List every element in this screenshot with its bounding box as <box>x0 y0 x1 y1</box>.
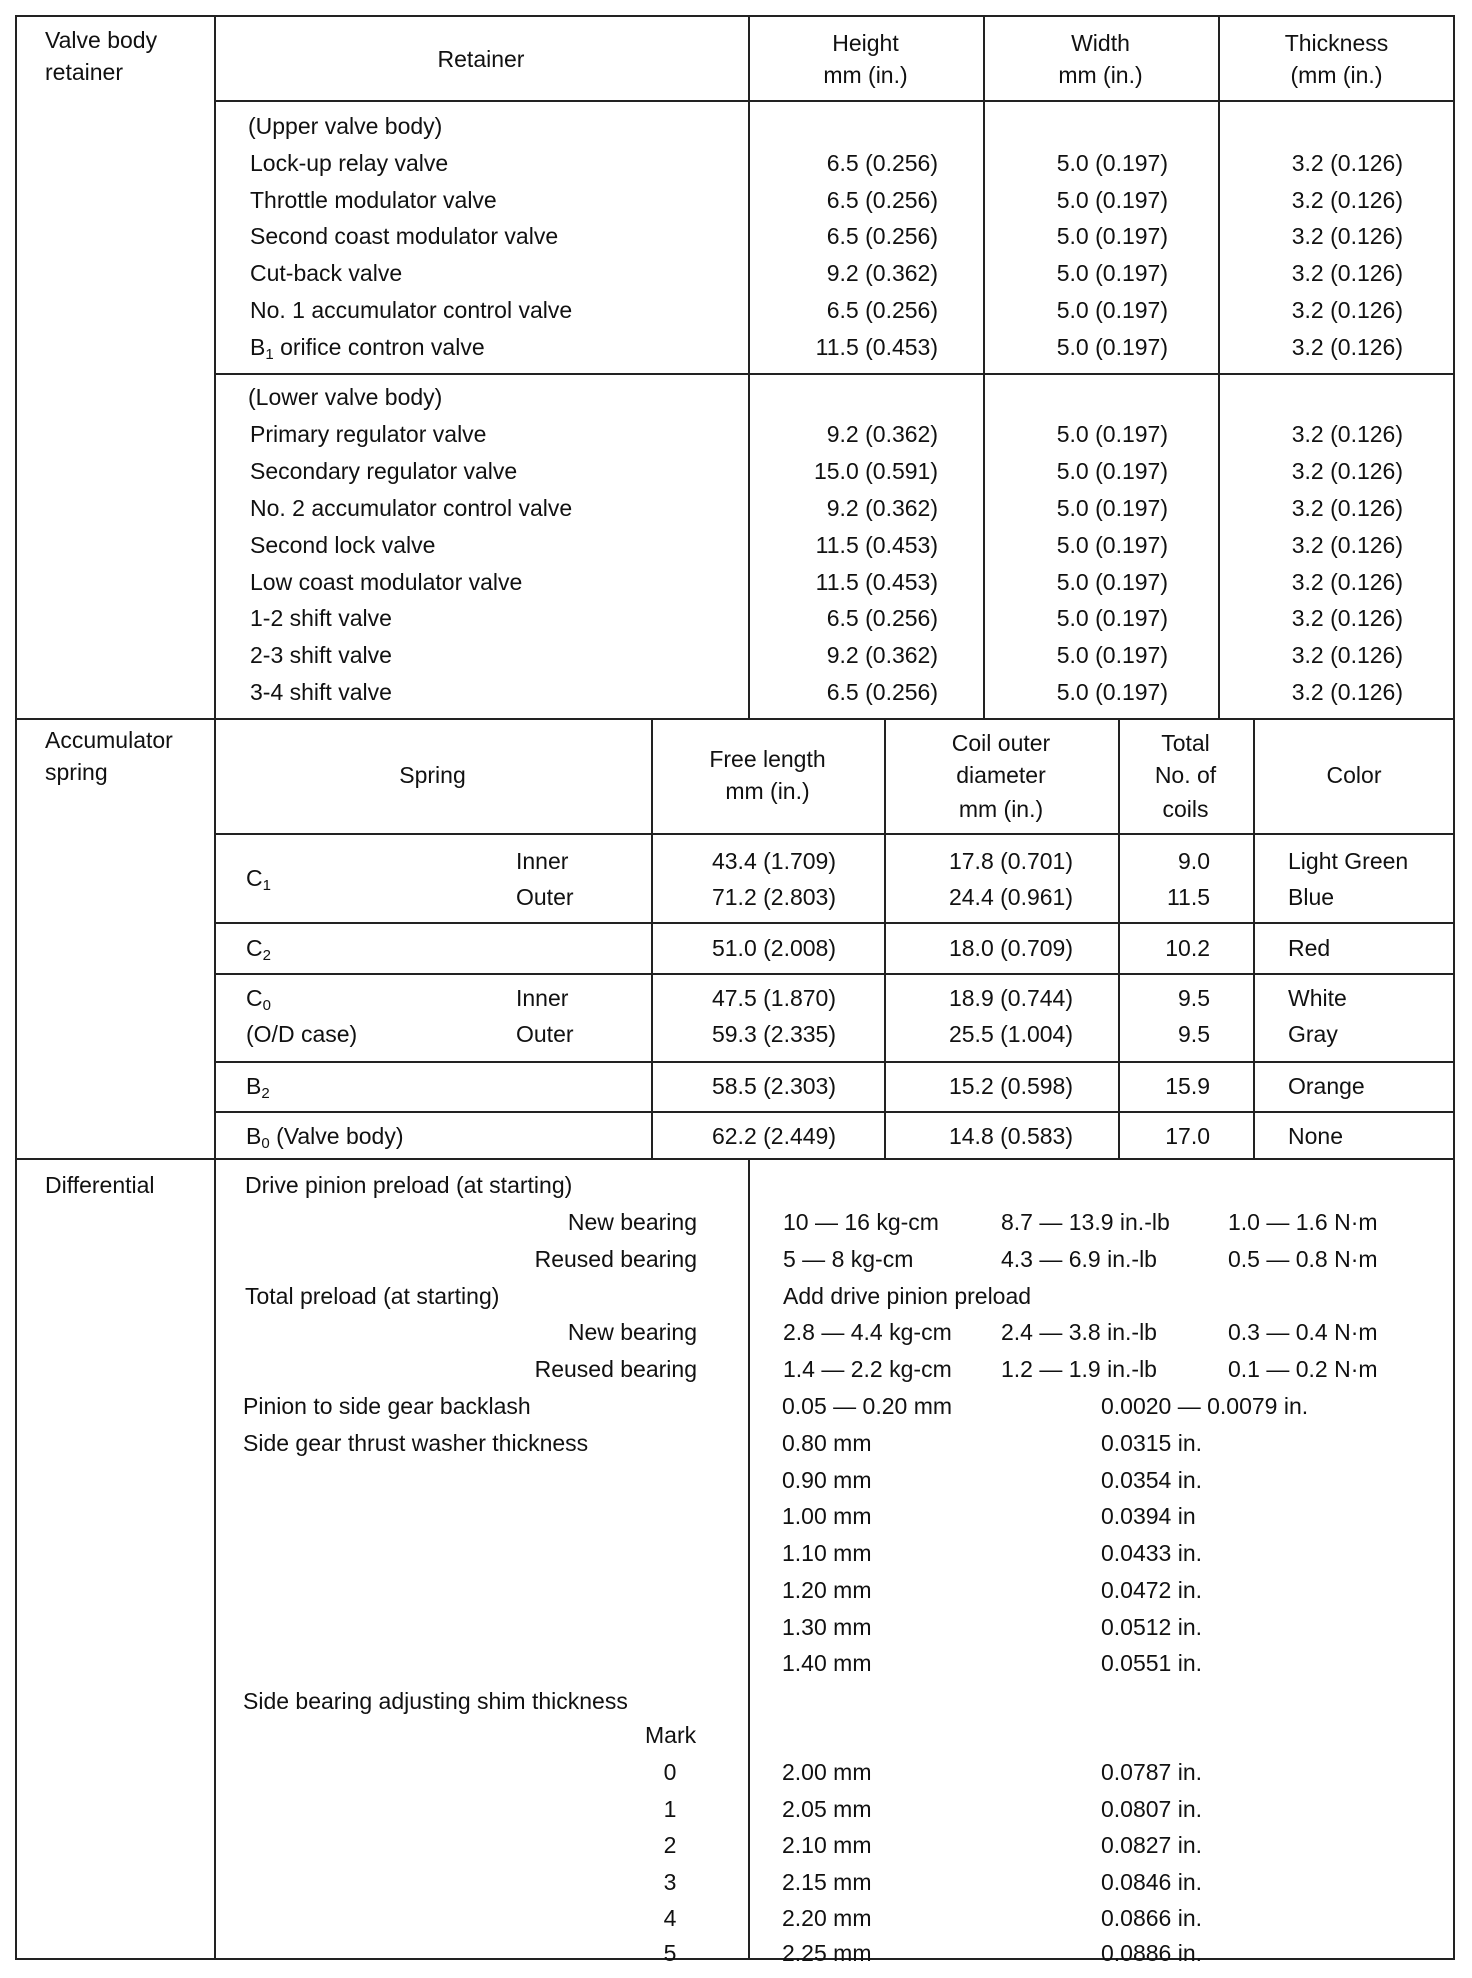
header-width-unit: mm (in.) <box>1058 62 1143 88</box>
retainer-thickness: 3.2 (0.126) <box>1291 458 1403 484</box>
retainer-height: 6.5 (0.256) <box>826 187 938 213</box>
section-label-valve-body: Valve body <box>45 27 158 53</box>
header-width: Width <box>1071 30 1130 56</box>
spring-free-length: 71.2 (2.803) <box>711 884 836 910</box>
preload-nm: 0.3 — 0.4 N·m <box>1228 1319 1378 1345</box>
preload-kgcm: 2.8 — 4.4 kg-cm <box>783 1319 952 1345</box>
retainer-width: 5.0 (0.197) <box>1056 334 1168 360</box>
preload-kgcm: 10 — 16 kg-cm <box>783 1209 939 1235</box>
header-no-of: No. of <box>1154 762 1217 788</box>
washer-thickness-mm: 1.10 mm <box>782 1540 872 1566</box>
preload-inlb: 4.3 — 6.9 in.-lb <box>1001 1246 1157 1272</box>
retainer-height: 9.2 (0.362) <box>826 260 938 286</box>
washer-thickness-mm: 0.90 mm <box>782 1467 872 1493</box>
spring-color: Red <box>1288 935 1331 961</box>
retainer-thickness: 3.2 (0.126) <box>1291 187 1403 213</box>
retainer-name: Low coast modulator valve <box>250 569 523 595</box>
shim-mark: 3 <box>663 1869 677 1895</box>
shim-mark: 1 <box>663 1796 677 1822</box>
shim-mark-header: Mark <box>645 1722 697 1748</box>
retainer-height: 15.0 (0.591) <box>813 458 938 484</box>
retainer-height: 6.5 (0.256) <box>826 297 938 323</box>
preload-kgcm: 1.4 — 2.2 kg-cm <box>783 1356 952 1382</box>
bearing-type: Reused bearing <box>534 1356 697 1382</box>
spring-free-length: 51.0 (2.008) <box>711 935 836 961</box>
header-free-length-unit: mm (in.) <box>725 778 810 804</box>
retainer-thickness: 3.2 (0.126) <box>1291 569 1403 595</box>
washer-thickness-in: 0.0394 in <box>1101 1503 1196 1529</box>
preload-kgcm: 5 — 8 kg-cm <box>783 1246 914 1272</box>
retainer-height: 11.5 (0.453) <box>815 532 938 558</box>
header-rule <box>214 100 1455 102</box>
backlash-label: Pinion to side gear backlash <box>243 1393 531 1419</box>
spring-coil-diameter: 17.8 (0.701) <box>948 848 1073 874</box>
total-preload-title: Total preload (at starting) <box>245 1283 500 1309</box>
row-rule <box>214 1111 1455 1113</box>
spring-free-length: 58.5 (2.303) <box>711 1073 836 1099</box>
washer-thickness-in: 0.0354 in. <box>1101 1467 1203 1493</box>
retainer-width: 5.0 (0.197) <box>1056 532 1168 558</box>
retainer-thickness: 3.2 (0.126) <box>1291 223 1403 249</box>
retainer-height: 11.5 (0.453) <box>815 569 938 595</box>
preload-nm: 0.5 — 0.8 N·m <box>1228 1246 1378 1272</box>
spring-position: Inner <box>516 848 569 874</box>
retainer-height: 6.5 (0.256) <box>826 223 938 249</box>
spring-total-coils: 9.5 <box>1178 985 1210 1011</box>
header-total: Total <box>1161 730 1210 756</box>
retainer-height: 6.5 (0.256) <box>826 150 938 176</box>
header-coils: coils <box>1162 796 1209 822</box>
spring-label-b0: $B_0$ (Valve body) <box>246 1123 404 1152</box>
spring-total-coils: 9.5 <box>1178 1021 1210 1047</box>
retainer-name: Primary regulator valve <box>250 421 487 447</box>
retainer-name: No. 2 accumulator control valve <box>250 495 573 521</box>
spring-coil-diameter: 24.4 (0.961) <box>948 884 1073 910</box>
preload-inlb: 1.2 — 1.9 in.-lb <box>1001 1356 1157 1382</box>
section-divider <box>15 718 1455 720</box>
section-label-spring: spring <box>45 759 108 785</box>
washer-thickness-in: 0.0315 in. <box>1101 1430 1203 1456</box>
section-label-accumulator: Accumulator <box>45 727 173 753</box>
spring-total-coils: 11.5 <box>1166 884 1210 910</box>
retainer-height: 11.5 (0.453) <box>815 334 938 360</box>
retainer-width: 5.0 (0.197) <box>1056 260 1168 286</box>
retainer-width: 5.0 (0.197) <box>1056 297 1168 323</box>
spring-color: Blue <box>1288 884 1335 910</box>
retainer-height: 6.5 (0.256) <box>826 679 938 705</box>
retainer-width: 5.0 (0.197) <box>1056 495 1168 521</box>
spring-total-coils: 10.2 <box>1165 935 1210 961</box>
retainer-width: 5.0 (0.197) <box>1056 421 1168 447</box>
retainer-name: Lock-up relay valve <box>250 150 449 176</box>
retainer-thickness: 3.2 (0.126) <box>1291 642 1403 668</box>
header-coil-unit: mm (in.) <box>958 796 1044 822</box>
spring-coil-diameter: 25.5 (1.004) <box>948 1021 1073 1047</box>
retainer-width: 5.0 (0.197) <box>1056 605 1168 631</box>
shim-thickness-mm: 2.00 mm <box>782 1759 872 1785</box>
row-rule <box>214 1061 1455 1063</box>
header-height-unit: mm (in.) <box>823 62 908 88</box>
retainer-thickness: 3.2 (0.126) <box>1291 334 1403 360</box>
shim-label: Side bearing adjusting shim thickness <box>243 1688 628 1714</box>
section-label-retainer: retainer <box>45 59 123 85</box>
retainer-thickness: 3.2 (0.126) <box>1291 532 1403 558</box>
retainer-width: 5.0 (0.197) <box>1056 569 1168 595</box>
spring-coil-diameter: 18.9 (0.744) <box>948 985 1073 1011</box>
section-divider <box>15 1158 1455 1160</box>
retainer-thickness: 3.2 (0.126) <box>1291 605 1403 631</box>
spring-color: Gray <box>1288 1021 1338 1047</box>
section-label-differential: Differential <box>45 1172 155 1198</box>
retainer-name: 3-4 shift valve <box>250 679 392 705</box>
washer-thickness-mm: 1.20 mm <box>782 1577 872 1603</box>
group-title-upper: (Upper valve body) <box>248 113 443 139</box>
shim-mark: 0 <box>663 1759 677 1785</box>
total-preload-note: Add drive pinion preload <box>783 1283 1032 1309</box>
spring-position: Outer <box>516 1021 574 1047</box>
washer-thickness-in: 0.0512 in. <box>1101 1614 1203 1640</box>
spring-label-c0: $C_0$ <box>246 985 271 1014</box>
spring-label-c2: $C_2$ <box>246 935 271 964</box>
header-height: Height <box>832 30 899 56</box>
spring-label-c1: $C_1$ <box>246 865 271 894</box>
spring-total-coils: 15.9 <box>1165 1073 1210 1099</box>
retainer-thickness: 3.2 (0.126) <box>1291 679 1403 705</box>
washer-thickness-in: 0.0472 in. <box>1101 1577 1203 1603</box>
retainer-name: 1-2 shift valve <box>250 605 392 631</box>
header-color: Color <box>1326 762 1382 788</box>
retainer-width: 5.0 (0.197) <box>1056 150 1168 176</box>
washer-thickness-mm: 1.30 mm <box>782 1614 872 1640</box>
preload-inlb: 2.4 — 3.8 in.-lb <box>1001 1319 1157 1345</box>
spring-coil-diameter: 18.0 (0.709) <box>948 935 1073 961</box>
spring-color: Light Green <box>1288 848 1409 874</box>
spring-label-b2: $B_2$ <box>246 1073 270 1102</box>
retainer-width: 5.0 (0.197) <box>1056 642 1168 668</box>
retainer-width: 5.0 (0.197) <box>1056 223 1168 249</box>
header-thickness: Thickness <box>1284 30 1389 56</box>
backlash-in: 0.0020 — 0.0079 in. <box>1101 1393 1309 1419</box>
shim-thickness-in: 0.0846 in. <box>1101 1869 1203 1895</box>
shim-thickness-mm: 2.15 mm <box>782 1869 872 1895</box>
washer-thickness-mm: 1.40 mm <box>782 1650 872 1676</box>
shim-thickness-in: 0.0866 in. <box>1101 1905 1203 1931</box>
retainer-name: Throttle modulator valve <box>250 187 497 213</box>
spring-color: White <box>1288 985 1347 1011</box>
retainer-height: 9.2 (0.362) <box>826 421 938 447</box>
shim-thickness-mm: 2.25 mm <box>782 1940 872 1966</box>
header-coil-diameter: diameter <box>956 762 1046 788</box>
spring-position: Inner <box>516 985 569 1011</box>
preload-nm: 1.0 — 1.6 N·m <box>1228 1209 1378 1235</box>
shim-thickness-in: 0.0886 in. <box>1101 1940 1203 1966</box>
retainer-name: No. 1 accumulator control valve <box>250 297 573 323</box>
spring-total-coils: 9.0 <box>1178 848 1210 874</box>
shim-thickness-in: 0.0787 in. <box>1101 1759 1203 1785</box>
bearing-type: New bearing <box>567 1209 697 1235</box>
retainer-name: $B_1$ orifice contron valve <box>250 334 485 363</box>
retainer-width: 5.0 (0.197) <box>1056 187 1168 213</box>
washer-thickness-in: 0.0551 in. <box>1101 1650 1203 1676</box>
retainer-width: 5.0 (0.197) <box>1056 679 1168 705</box>
spring-note-od-case: (O/D case) <box>246 1021 358 1047</box>
shim-mark: 4 <box>663 1905 677 1931</box>
group-title-lower: (Lower valve body) <box>248 384 443 410</box>
label-column-divider <box>214 15 216 1960</box>
shim-thickness-in: 0.0827 in. <box>1101 1832 1203 1858</box>
header-rule <box>214 833 1455 835</box>
spring-free-length: 62.2 (2.449) <box>711 1123 836 1149</box>
row-rule <box>214 973 1455 975</box>
retainer-name: 2-3 shift valve <box>250 642 392 668</box>
spring-position: Outer <box>516 884 574 910</box>
spring-free-length: 47.5 (1.870) <box>711 985 836 1011</box>
thrust-washer-label: Side gear thrust washer thickness <box>243 1430 589 1456</box>
shim-thickness-mm: 2.20 mm <box>782 1905 872 1931</box>
header-retainer: Retainer <box>437 46 525 72</box>
retainer-height: 9.2 (0.362) <box>826 642 938 668</box>
retainer-name: Second coast modulator valve <box>250 223 559 249</box>
header-free-length: Free length <box>709 746 826 772</box>
shim-mark: 2 <box>663 1832 677 1858</box>
spring-free-length: 59.3 (2.335) <box>711 1021 836 1047</box>
spring-color: Orange <box>1288 1073 1365 1099</box>
bearing-type: New bearing <box>567 1319 697 1345</box>
washer-thickness-mm: 1.00 mm <box>782 1503 872 1529</box>
washer-thickness-mm: 0.80 mm <box>782 1430 872 1456</box>
header-spring: Spring <box>399 762 466 788</box>
backlash-mm: 0.05 — 0.20 mm <box>782 1393 953 1419</box>
row-rule <box>214 922 1455 924</box>
preload-inlb: 8.7 — 13.9 in.-lb <box>1001 1209 1170 1235</box>
spring-total-coils: 17.0 <box>1165 1123 1210 1149</box>
preload-nm: 0.1 — 0.2 N·m <box>1228 1356 1378 1382</box>
retainer-thickness: 3.2 (0.126) <box>1291 297 1403 323</box>
shim-thickness-mm: 2.10 mm <box>782 1832 872 1858</box>
spring-coil-diameter: 15.2 (0.598) <box>948 1073 1073 1099</box>
shim-mark: 5 <box>663 1940 677 1966</box>
retainer-name: Second lock valve <box>250 532 436 558</box>
spring-free-length: 43.4 (1.709) <box>711 848 836 874</box>
retainer-thickness: 3.2 (0.126) <box>1291 150 1403 176</box>
retainer-height: 6.5 (0.256) <box>826 605 938 631</box>
washer-thickness-in: 0.0433 in. <box>1101 1540 1203 1566</box>
retainer-thickness: 3.2 (0.126) <box>1291 260 1403 286</box>
header-thickness-unit: (mm (in.) <box>1290 62 1383 88</box>
shim-thickness-mm: 2.05 mm <box>782 1796 872 1822</box>
spring-color: None <box>1288 1123 1343 1149</box>
column-divider <box>748 1158 750 1960</box>
group-rule <box>214 373 1455 375</box>
retainer-width: 5.0 (0.197) <box>1056 458 1168 484</box>
bearing-type: Reused bearing <box>534 1246 697 1272</box>
retainer-thickness: 3.2 (0.126) <box>1291 495 1403 521</box>
retainer-thickness: 3.2 (0.126) <box>1291 421 1403 447</box>
retainer-name: Secondary regulator valve <box>250 458 518 484</box>
shim-thickness-in: 0.0807 in. <box>1101 1796 1203 1822</box>
retainer-height: 9.2 (0.362) <box>826 495 938 521</box>
retainer-name: Cut-back valve <box>250 260 403 286</box>
drive-pinion-preload-title: Drive pinion preload (at starting) <box>245 1172 573 1198</box>
spring-coil-diameter: 14.8 (0.583) <box>948 1123 1073 1149</box>
header-coil-outer: Coil outer <box>951 730 1051 756</box>
